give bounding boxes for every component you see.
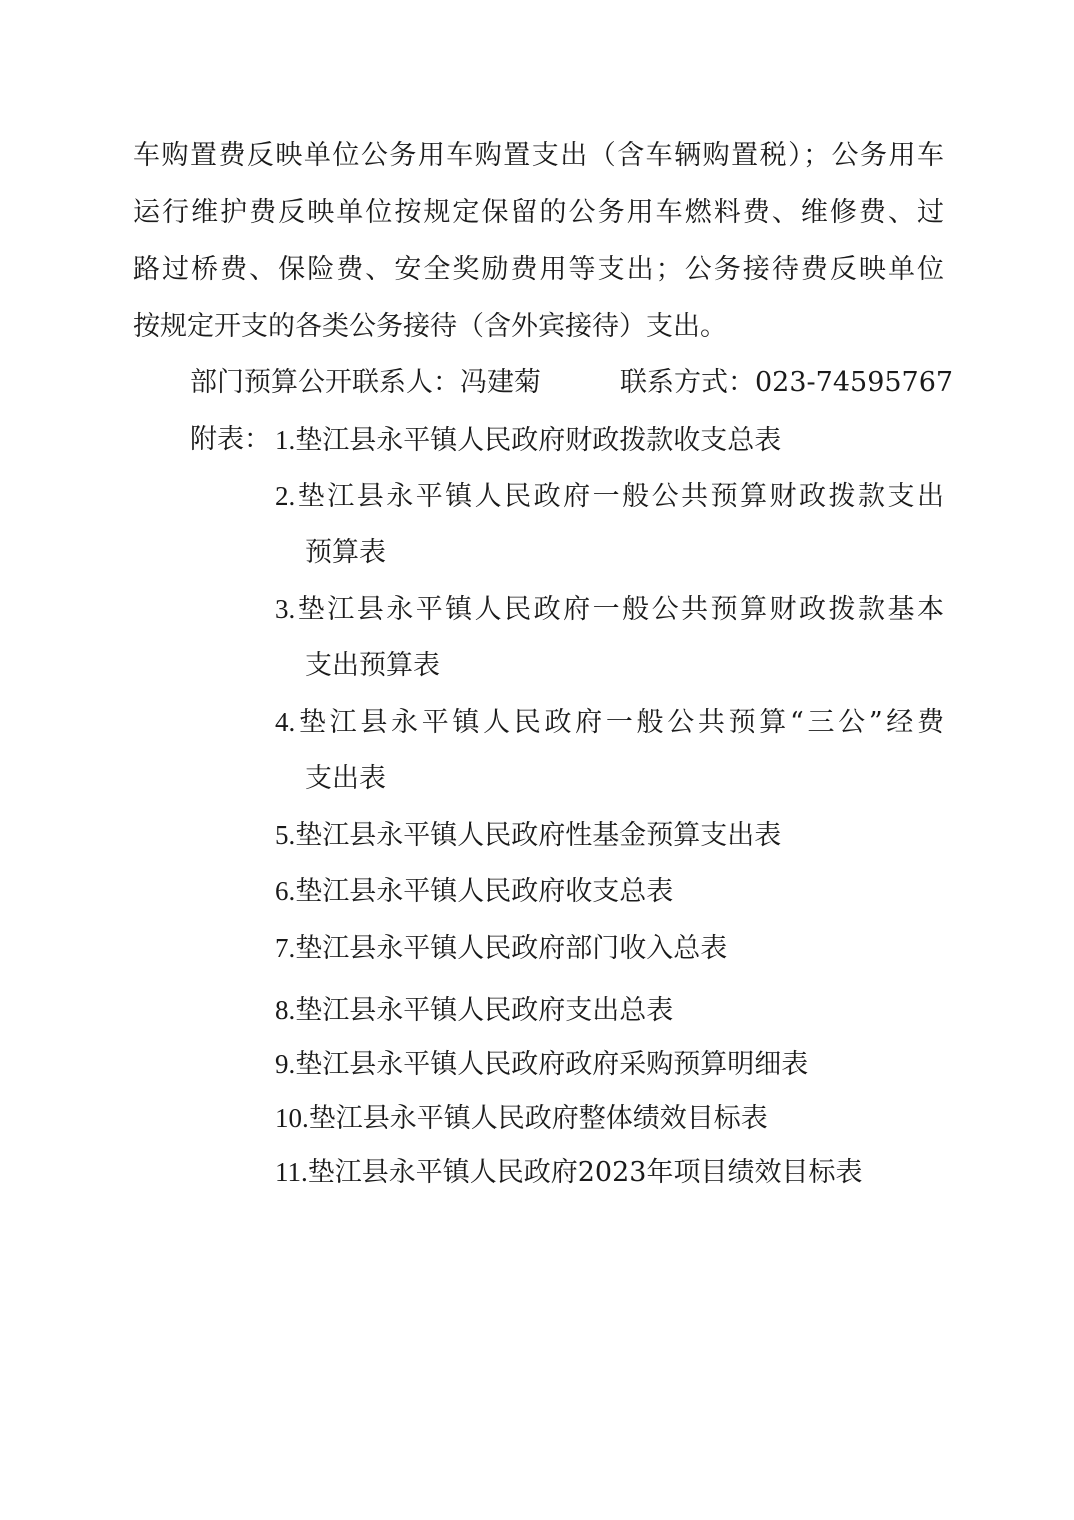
annex-item-number: 10. <box>275 1103 309 1133</box>
annex-item-title: 垫江县永平镇人民政府2023年项目绩效目标表 <box>307 1157 863 1188</box>
annex-item-number: 5. <box>275 820 296 850</box>
annex-item-number: 4. <box>275 707 296 737</box>
annex-item-title: 垫江县永平镇人民政府性基金预算支出表 <box>295 820 782 851</box>
annex-item-number: 11. <box>275 1157 308 1187</box>
annex-item-4-continuation: 支出表 <box>305 763 386 794</box>
annex-item-5 <box>275 818 781 853</box>
annex-item-11 <box>275 1155 862 1190</box>
annex-item-title: 垫江县永平镇人民政府财政拨款收支总表 <box>295 425 782 456</box>
annex-item-title: 垫江县永平镇人民政府收支总表 <box>295 876 674 907</box>
annex-item-title: 垫江县永平镇人民政府政府采购预算明细表 <box>295 1049 809 1080</box>
annex-item-4 <box>275 705 944 740</box>
annex-item-1 <box>275 423 781 458</box>
annex-item-number: 9. <box>275 1049 296 1079</box>
annex-item-title: 垫江县永平镇人民政府部门收入总表 <box>295 933 728 964</box>
annex-item-title: 垫江县永平镇人民政府一般公共预算财政拨款基本 <box>295 594 944 625</box>
contact-phone: 联系方式：023-74595767 <box>620 367 954 398</box>
annex-item-number: 7. <box>275 933 296 963</box>
annex-item-9 <box>275 1047 808 1082</box>
annex-item-number: 2. <box>275 481 296 511</box>
annex-item-number: 1. <box>275 425 296 455</box>
annex-item-3-continuation: 支出预算表 <box>305 650 440 681</box>
paragraph-line-3: 路过桥费、保险费、安全奖励费用等支出；公务接待费反映单位 <box>133 254 944 285</box>
paragraph-line-1: 车购置费反映单位公务用车购置支出（含车辆购置税）；公务用车 <box>133 140 944 171</box>
paragraph-line-4: 按规定开支的各类公务接待（含外宾接待）支出。 <box>133 311 727 342</box>
annex-item-2 <box>275 479 944 514</box>
annex-label: 附表： <box>190 424 271 455</box>
annex-item-2-continuation: 预算表 <box>305 537 386 568</box>
annex-item-title: 垫江县永平镇人民政府一般公共预算“三公”经费 <box>295 707 944 738</box>
contact-person: 部门预算公开联系人：冯建菊 <box>190 367 541 398</box>
annex-item-number: 6. <box>275 876 296 906</box>
annex-item-7 <box>275 931 727 966</box>
annex-item-number: 3. <box>275 594 296 624</box>
annex-item-8 <box>275 993 673 1028</box>
annex-item-number: 8. <box>275 995 296 1025</box>
annex-item-6 <box>275 874 673 909</box>
annex-item-3 <box>275 592 944 627</box>
annex-item-title: 垫江县永平镇人民政府一般公共预算财政拨款支出 <box>295 481 944 512</box>
annex-item-title: 垫江县永平镇人民政府支出总表 <box>295 995 674 1026</box>
annex-item-title: 垫江县永平镇人民政府整体绩效目标表 <box>308 1103 768 1134</box>
paragraph-line-2: 运行维护费反映单位按规定保留的公务用车燃料费、维修费、过 <box>133 197 944 228</box>
contact-line <box>190 366 954 400</box>
annex-item-10 <box>275 1101 768 1136</box>
